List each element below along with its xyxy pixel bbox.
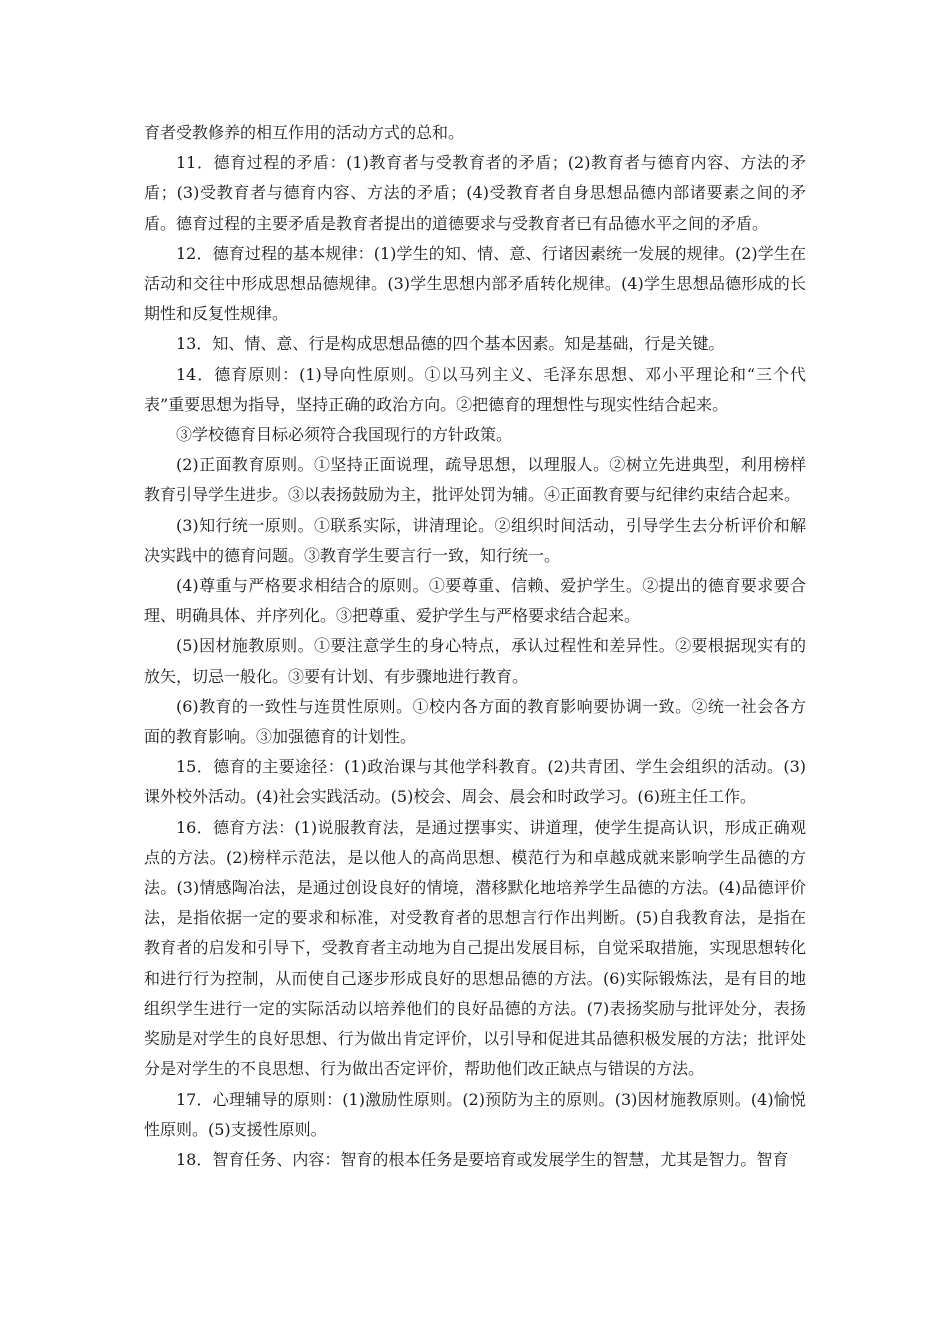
paragraph: 12．德育过程的基本规律：(1)学生的知、情、意、行诸因素统一发展的规律。(2)学生在活动和交往中形成思想品德规律。(3)学生思想内部矛盾转化规律。(4)学生思想品德形成的长期性和反复性规律。 bbox=[144, 243, 806, 324]
paragraph: 15．德育的主要途径：(1)政治课与其他学科教育。(2)共青团、学生会组织的活动。(3)课外校外活动。(4)社会实践活动。(5)校会、周会、晨会和时政学习。(6)班主任工作。 bbox=[144, 757, 806, 807]
paragraph: (6)教育的一致性与连贯性原则。①校内各方面的教育影响要协调一致。②统一社会各方面的教育影响。③加强德育的计划性。 bbox=[144, 696, 806, 747]
paragraph: ③学校德育目标必须符合我国现行的方针政策。 bbox=[176, 425, 513, 445]
paragraph: (3)知行统一原则。①联系实际，讲清理论。②组织时间活动，引导学生去分析评价和解决实践中的德育问题。③教育学生要言行一致，知行统一。 bbox=[144, 515, 806, 565]
paragraph: 16．德育方法：(1)说服教育法，是通过摆事实、讲道理，使学生提高认识，形成正确观点的方法。(2)榜样示范法，是以他人的高尚思想、模范行为和卓越成就来影响学生品德的方法。(3)情感陶冶法，是通过创设良好的情境，潜移默化地培养学生品德的方法。(4)品德评价法，是指依据一定的要求和标准，对受教育者的思想言行作出判断。(5)自我教育法，是指在教育者的启发和引导下，受教育者主动地为自己提出发展目标，自觉采取措施，实现思想转化和进行行为控制，从而使自己逐步形成良好的思想品德的方法。(6)实际锻炼法，是有目的地组织学生进行一定的实际活动以培养他们的良好品德的方法。(7)表扬奖励与批评处分，表扬奖励是对学生的良好思想、行为做出肯定评价，以引导和促进其品德积极发展的方法；批评处分是对学生的不良思想、行为做出否定评价，帮助他们改正缺点与错误的方法。 bbox=[144, 817, 806, 1079]
paragraph: 17．心理辅导的原则：(1)激励性原则。(2)预防为主的原则。(3)因材施教原则。(4)愉悦性原则。(5)支援性原则。 bbox=[144, 1089, 806, 1139]
paragraph: 18．智育任务、内容：智育的根本任务是要培育或发展学生的智慧，尤其是智力。智育 bbox=[176, 1149, 789, 1169]
paragraph: 13．知、情、意、行是构成思想品德的四个基本因素。知是基础，行是关键。 bbox=[176, 334, 725, 354]
paragraph: 育者受教修养的相互作用的活动方式的总和。 bbox=[144, 123, 465, 142]
document-body bbox=[144, 118, 806, 1175]
paragraph: (4)尊重与严格要求相结合的原则。①要尊重、信赖、爱护学生。②提出的德育要求要合理、明确具体、并序列化。③把尊重、爱护学生与严格要求结合起来。 bbox=[144, 576, 806, 626]
paragraph: 11．德育过程的矛盾：(1)教育者与受教育者的矛盾；(2)教育者与德育内容、方法的矛盾；(3)受教育者与德育内容、方法的矛盾；(4)受教育者自身思想品德内部诸要素之间的矛盾。德育过程的主要矛盾是教育者提出的道德要求与受教育者已有品德水平之间的矛盾。 bbox=[144, 153, 806, 233]
paragraph: 14．德育原则：(1)导向性原则。①以马列主义、毛泽东思想、邓小平理论和“三个代表”重要思想为指导，坚持正确的政治方向。②把德育的理想性与现实性结合起来。 bbox=[144, 364, 806, 414]
paragraph: (5)因材施教原则。①要注意学生的身心特点，承认过程性和差异性。②要根据现实有的放矢，切忌一般化。③要有计划、有步骤地进行教育。 bbox=[144, 636, 806, 686]
paragraph: (2)正面教育原则。①坚持正面说理，疏导思想，以理服人。②树立先进典型，利用榜样教育引导学生进步。③以表扬鼓励为主，批评处罚为辅。④正面教育要与纪律约束结合起来。 bbox=[144, 455, 806, 505]
